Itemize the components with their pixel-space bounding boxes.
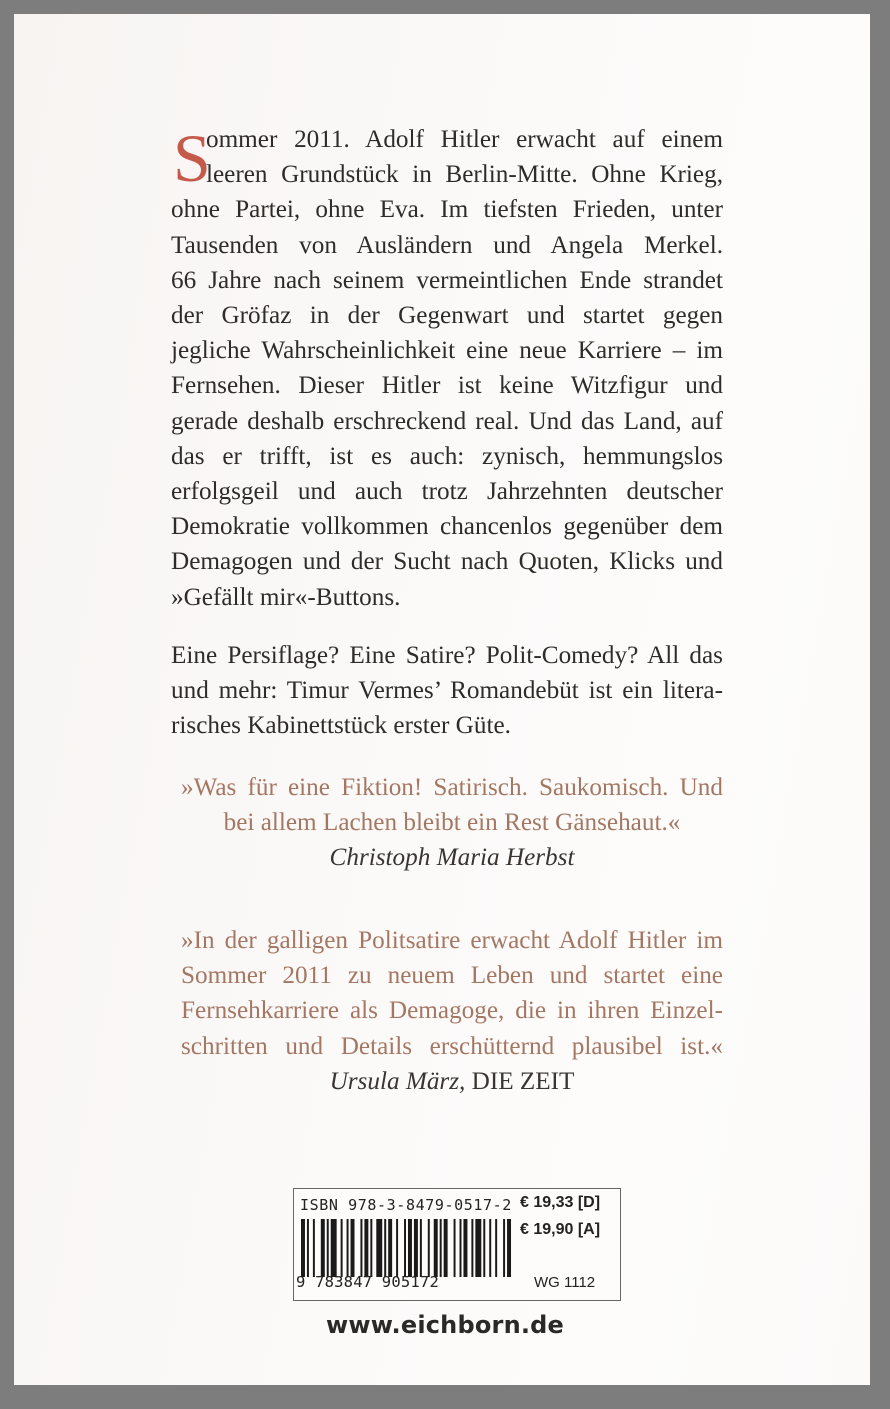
blurb-paragraph-1 — [171, 122, 723, 615]
quote-line: »In der galligen Politsatire erwacht Adolf Hitler im — [181, 927, 723, 954]
quote-author: Christoph Maria Herbst — [329, 844, 575, 872]
blurb-line: erfolgsgeil und auch trotz Jahrzehnten deutscher — [171, 478, 723, 506]
quote-source: DIE ZEIT — [471, 1067, 575, 1095]
quote-line: »Was für eine Fiktion! Satirisch. Saukomisch. Und — [181, 774, 723, 801]
quote-line: Fernsehkarriere als Demagoge, die in ihren Einzel- — [181, 997, 723, 1025]
blurb-paragraph-2 — [171, 638, 723, 744]
blurb-line: jegliche Wahrscheinlichkeit eine neue Karriere – im — [171, 337, 723, 365]
blurb-line: der Gröfaz in der Gegenwart und startet gegen — [171, 302, 723, 330]
product-group-code: WG 1112 — [534, 1274, 596, 1291]
blurb-line: ohne Partei, ohne Eva. Im tiefsten Frieden, unter — [171, 196, 723, 224]
blurb-line: 66 Jahre nach seinem vermeintlichen Ende strandet — [171, 266, 723, 294]
blurb-line: das er trifft, ist es auch: zynisch, hemmungslos — [171, 442, 723, 470]
blurb-line: und mehr: Timur Vermes’ Romandebüt ist ein litera- — [171, 677, 723, 705]
publisher-url: www.eichborn.de — [325, 1311, 565, 1339]
blurb-line: ommer 2011. Adolf Hitler erwacht auf einem — [206, 126, 723, 153]
barcode-bars — [301, 1219, 513, 1277]
blurb-line: Tausenden von Ausländern und Angela Merkel. — [171, 231, 723, 259]
blurb-line: Demokratie vollkommen chancenlos gegenüber dem — [171, 513, 723, 541]
review-quote-1 — [181, 770, 723, 876]
drop-cap: S — [173, 120, 211, 196]
isbn-label: ISBN 978-3-8479-0517-2 — [300, 1196, 512, 1214]
quote-line: bei allem Lachen bleibt ein Rest Gänsehaut.« — [223, 809, 681, 837]
book-back-cover — [14, 14, 870, 1385]
quote-author: Ursula März, DIE ZEIT — [329, 1067, 575, 1095]
blurb — [171, 122, 723, 743]
price-germany: € 19,33 [D] — [520, 1194, 601, 1211]
blurb-line: gerade deshalb erschreckend real. Und das Land, auf — [171, 407, 723, 435]
blurb-line: Demagogen und der Sucht nach Quoten, Klicks und — [171, 548, 723, 576]
price-austria: € 19,90 [A] — [520, 1221, 601, 1238]
blurb-line: »Gefällt mir«-Buttons. — [171, 583, 401, 611]
blurb-line: leeren Grundstück in Berlin-Mitte. Ohne Krieg, — [206, 161, 723, 189]
blurb-line: Fernsehen. Dieser Hitler ist keine Witzfigur und — [171, 372, 723, 400]
quote-line: Sommer 2011 zu neuem Leben und startet eine — [181, 962, 723, 990]
blurb-line: risches Kabinettstück erster Güte. — [171, 712, 511, 740]
review-quote-2 — [181, 923, 723, 1099]
blurb-line: Eine Persiflage? Eine Satire? Polit-Comedy? All das — [171, 641, 723, 669]
barcode-digits: 9 783847 905172 — [296, 1273, 439, 1291]
quote-line: schritten und Details erschütternd plausibel ist.« — [181, 1032, 723, 1060]
barcode-box — [293, 1188, 621, 1301]
